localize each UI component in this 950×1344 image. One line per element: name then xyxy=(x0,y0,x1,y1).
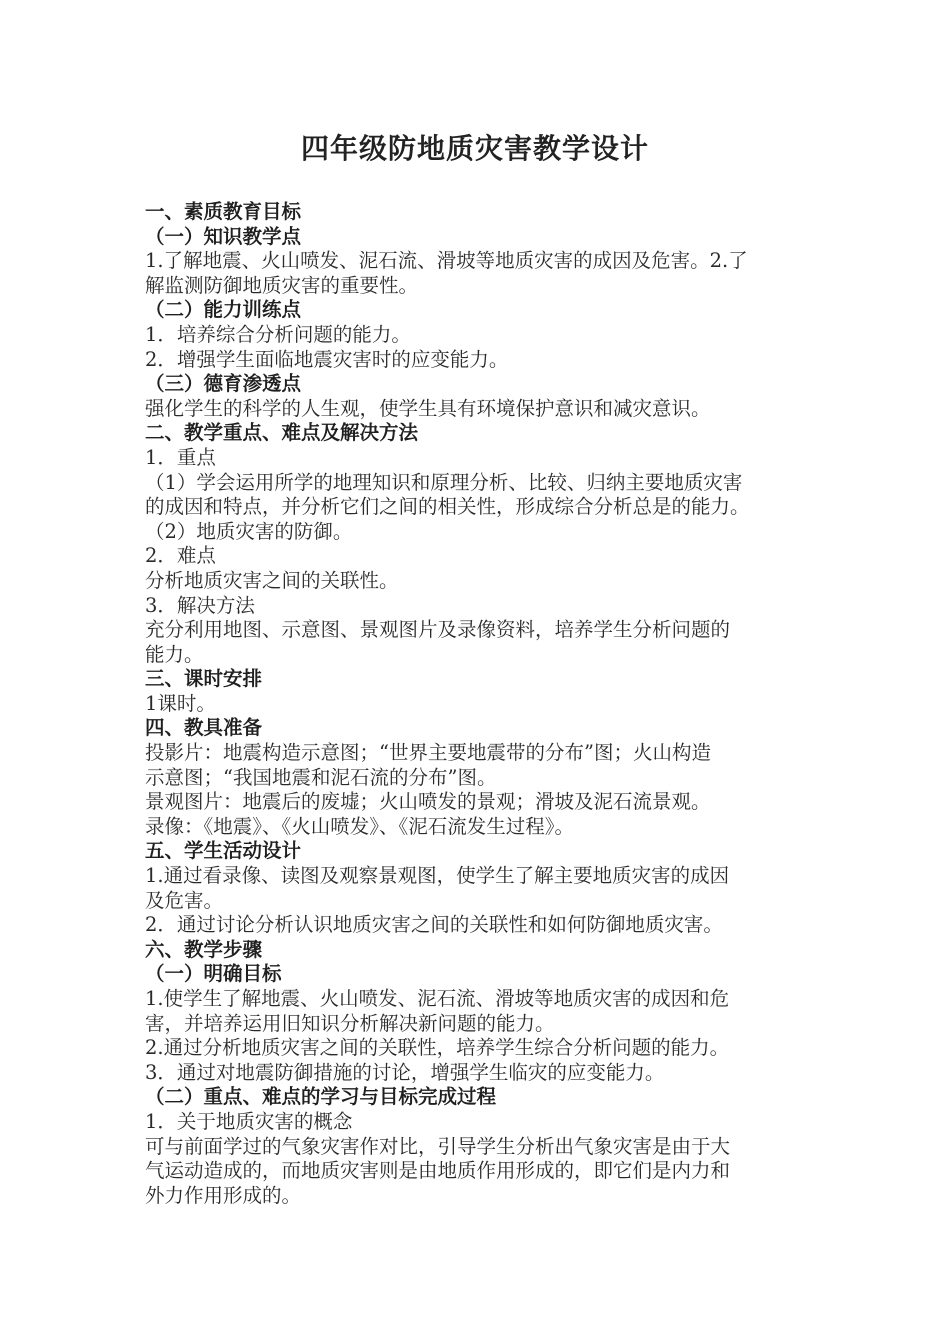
body-text-line: 1．重点 xyxy=(145,445,216,469)
body-text-line: 2．通过讨论分析认识地质灾害之间的关联性和如何防御地质灾害。 xyxy=(145,913,723,937)
section-heading: 二、教学重点、难点及解决方法 xyxy=(145,421,419,445)
body-text-line: 录像：《地震》、《火山喷发》、《泥石流发生过程》。 xyxy=(145,814,575,838)
body-text-line: 示意图；“我国地震和泥石流的分布”图。 xyxy=(145,765,497,789)
body-text-line: 2．增强学生面临地震灾害时的应变能力。 xyxy=(145,347,509,371)
body-text-line: 分析地质灾害之间的关联性。 xyxy=(145,568,399,592)
body-text-line: 1课时。 xyxy=(145,691,216,715)
body-text-line: 的成因和特点，并分析它们之间的相关性，形成综合分析总是的能力。 xyxy=(145,495,750,519)
section-heading: （二）重点、难点的学习与目标完成过程 xyxy=(145,1085,497,1109)
section-heading: 一、素质教育目标 xyxy=(145,200,302,223)
body-text-line: （2）地质灾害的防御。 xyxy=(145,519,353,543)
body-text-line: 投影片：地震构造示意图；“世界主要地震带的分布”图；火山构造 xyxy=(145,741,711,765)
document-body xyxy=(145,200,815,1208)
section-heading: 四、教具准备 xyxy=(145,716,263,740)
body-text-line: 景观图片：地震后的废墟；火山喷发的景观；滑坡及泥石流景观。 xyxy=(145,790,711,814)
section-heading: 六、教学步骤 xyxy=(145,937,263,961)
body-text-line: 害，并培养运用旧知识分析解决新问题的能力。 xyxy=(145,1011,555,1035)
body-text-line: 2．难点 xyxy=(145,544,216,568)
body-text-line: 1．关于地质灾害的概念 xyxy=(145,1109,353,1133)
body-text-line: （1）学会运用所学的地理知识和原理分析、比较、归纳主要地质灾害 xyxy=(145,470,743,494)
body-text-line: 可与前面学过的气象灾害作对比，引导学生分析出气象灾害是由于大 xyxy=(145,1134,731,1158)
body-text-line: 充分利用地图、示意图、景观图片及录像资料，培养学生分析问题的 xyxy=(145,618,731,642)
body-text-line: 气运动造成的，而地质灾害则是由地质作用形成的，即它们是内力和 xyxy=(145,1159,731,1183)
section-heading: （一）明确目标 xyxy=(145,962,282,986)
body-text-line: 3．解决方法 xyxy=(145,593,255,617)
body-text-line: 解监测防御地质灾害的重要性。 xyxy=(145,273,419,297)
body-text-line: 及危害。 xyxy=(145,888,224,912)
body-text-line: 外力作用形成的。 xyxy=(145,1183,302,1207)
body-text-line: 1．培养综合分析问题的能力。 xyxy=(145,322,411,346)
body-text-line: 能力。 xyxy=(145,642,204,666)
body-text-line: 1.使学生了解地震、火山喷发、泥石流、滑坡等地质灾害的成因和危 xyxy=(145,987,730,1010)
section-heading: （二）能力训练点 xyxy=(145,298,302,322)
section-heading: 三、课时安排 xyxy=(145,667,263,691)
body-text-line: 2.通过分析地质灾害之间的关联性，培养学生综合分析问题的能力。 xyxy=(145,1036,730,1060)
section-heading: （三）德育渗透点 xyxy=(145,372,302,396)
section-heading: （一）知识教学点 xyxy=(145,224,302,248)
body-text-line: 1.了解地震、火山喷发、泥石流、滑坡等地质灾害的成因及危害。2.了 xyxy=(145,249,748,273)
body-text-line: 3．通过对地震防御措施的讨论，增强学生临灾的应变能力。 xyxy=(145,1060,665,1084)
section-heading: 五、学生活动设计 xyxy=(145,839,302,863)
body-text-line: 1.通过看录像、读图及观察景观图，使学生了解主要地质灾害的成因 xyxy=(145,864,730,888)
body-text-line: 强化学生的科学的人生观，使学生具有环境保护意识和减灾意识。 xyxy=(145,396,711,420)
document-title: 四年级防地质灾害教学设计 xyxy=(300,132,649,165)
